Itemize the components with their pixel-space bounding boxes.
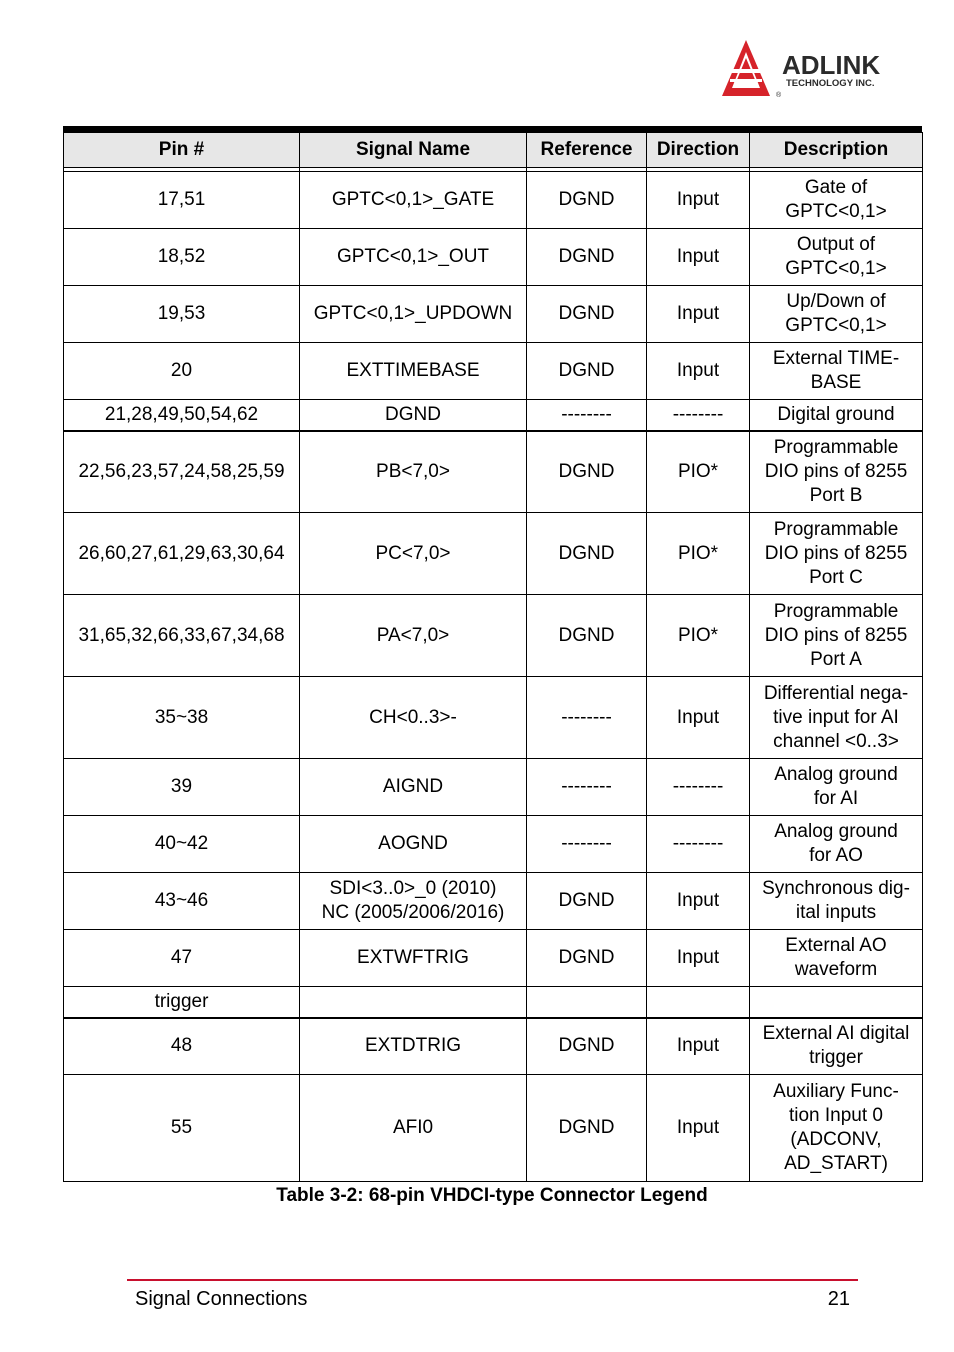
cell-description: Up/Down of GPTC<0,1>	[750, 286, 923, 343]
cell-direction: Input	[647, 677, 750, 759]
cell-signal-name	[300, 987, 527, 1018]
cell-reference: DGND	[527, 431, 647, 513]
table-row	[64, 759, 923, 816]
cell-reference: DGND	[527, 229, 647, 286]
cell-direction: --------	[647, 759, 750, 816]
header-pin: Pin #	[64, 133, 300, 168]
cell-pin: 20	[64, 343, 300, 400]
cell-signal-name: EXTDTRIG	[300, 1018, 527, 1075]
header-description: Description	[750, 133, 923, 168]
cell-description: Programmable DIO pins of 8255 Port B	[750, 431, 923, 513]
cell-description: Programmable DIO pins of 8255 Port A	[750, 595, 923, 677]
table-row	[64, 930, 923, 987]
cell-signal-name: AOGND	[300, 816, 527, 873]
table-row	[64, 873, 923, 930]
cell-pin: 18,52	[64, 229, 300, 286]
cell-reference: DGND	[527, 286, 647, 343]
cell-description: Analog ground for AO	[750, 816, 923, 873]
cell-pin: 31,65,32,66,33,67,34,68	[64, 595, 300, 677]
cell-pin: 39	[64, 759, 300, 816]
cell-signal-name: GPTC<0,1>_OUT	[300, 229, 527, 286]
cell-signal-name: PB<7,0>	[300, 431, 527, 513]
table-row	[64, 987, 923, 1018]
table-row	[64, 1075, 923, 1182]
cell-direction: Input	[647, 229, 750, 286]
cell-direction: Input	[647, 1075, 750, 1182]
table-header-row	[64, 133, 923, 168]
cell-signal-name: PC<7,0>	[300, 513, 527, 595]
cell-reference: DGND	[527, 1018, 647, 1075]
cell-reference: DGND	[527, 513, 647, 595]
table-row	[64, 229, 923, 286]
cell-reference: DGND	[527, 595, 647, 677]
cell-reference: DGND	[527, 873, 647, 930]
cell-reference: DGND	[527, 343, 647, 400]
cell-signal-name: EXTTIMEBASE	[300, 343, 527, 400]
cell-direction: --------	[647, 400, 750, 431]
cell-description: Auxiliary Func- tion Input 0 (ADCONV, AD_START)	[750, 1075, 923, 1182]
cell-signal-name: GPTC<0,1>_GATE	[300, 172, 527, 229]
cell-pin: 47	[64, 930, 300, 987]
table-row	[64, 1018, 923, 1075]
table-caption: Table 3-2: 68-pin VHDCI-type Connector Legend	[276, 1185, 708, 1206]
cell-direction	[647, 987, 750, 1018]
footer-section-title: Signal Connections	[135, 1288, 308, 1310]
table-row	[64, 431, 923, 513]
cell-description: External TIME- BASE	[750, 343, 923, 400]
cell-pin: 55	[64, 1075, 300, 1182]
cell-reference	[527, 987, 647, 1018]
cell-signal-name: DGND	[300, 400, 527, 431]
cell-description	[750, 987, 923, 1018]
cell-description: Output of GPTC<0,1>	[750, 229, 923, 286]
cell-signal-name: AIGND	[300, 759, 527, 816]
cell-signal-name: CH<0..3>-	[300, 677, 527, 759]
header-reference: Reference	[527, 133, 647, 168]
cell-reference: DGND	[527, 1075, 647, 1182]
cell-pin: 17,51	[64, 172, 300, 229]
table-row	[64, 286, 923, 343]
cell-pin: 22,56,23,57,24,58,25,59	[64, 431, 300, 513]
cell-direction: Input	[647, 873, 750, 930]
cell-reference: --------	[527, 816, 647, 873]
cell-description: Programmable DIO pins of 8255 Port C	[750, 513, 923, 595]
table-row	[64, 595, 923, 677]
footer-rule	[127, 1279, 858, 1281]
cell-direction: Input	[647, 1018, 750, 1075]
cell-description: External AO waveform	[750, 930, 923, 987]
cell-description: Synchronous dig- ital inputs	[750, 873, 923, 930]
cell-direction: PIO*	[647, 431, 750, 513]
cell-direction: PIO*	[647, 513, 750, 595]
cell-reference: --------	[527, 677, 647, 759]
table-body	[64, 168, 923, 1182]
table-row	[64, 400, 923, 431]
cell-direction: Input	[647, 286, 750, 343]
cell-description: External AI digital trigger	[750, 1018, 923, 1075]
cell-description: Differential nega- tive input for AI channel <0..3>	[750, 677, 923, 759]
logo-wordmark: ADLINK	[782, 50, 881, 80]
cell-pin: 40~42	[64, 816, 300, 873]
table-row	[64, 677, 923, 759]
cell-reference: DGND	[527, 172, 647, 229]
connector-legend-table	[63, 126, 922, 1182]
cell-signal-name: PA<7,0>	[300, 595, 527, 677]
cell-signal-name: AFI0	[300, 1075, 527, 1182]
cell-description: Analog ground for AI	[750, 759, 923, 816]
cell-direction: Input	[647, 930, 750, 987]
cell-pin: 48	[64, 1018, 300, 1075]
cell-pin: 26,60,27,61,29,63,30,64	[64, 513, 300, 595]
cell-pin: trigger	[64, 987, 300, 1018]
cell-direction: Input	[647, 172, 750, 229]
cell-description: Gate of GPTC<0,1>	[750, 172, 923, 229]
table-row	[64, 172, 923, 229]
table-row	[64, 343, 923, 400]
table-row	[64, 816, 923, 873]
cell-pin: 35~38	[64, 677, 300, 759]
logo-registered-mark: ®	[776, 92, 782, 99]
cell-description: Digital ground	[750, 400, 923, 431]
cell-signal-name: GPTC<0,1>_UPDOWN	[300, 286, 527, 343]
cell-pin: 19,53	[64, 286, 300, 343]
cell-pin: 43~46	[64, 873, 300, 930]
cell-pin: 21,28,49,50,54,62	[64, 400, 300, 431]
adlink-logo	[722, 38, 912, 100]
cell-direction: Input	[647, 343, 750, 400]
cell-direction: --------	[647, 816, 750, 873]
cell-signal-name: SDI<3..0>_0 (2010) NC (2005/2006/2016)	[300, 873, 527, 930]
cell-reference: --------	[527, 400, 647, 431]
table-row	[64, 513, 923, 595]
logo-tagline: TECHNOLOGY INC.	[786, 78, 875, 89]
header-signal-name: Signal Name	[300, 133, 527, 168]
cell-direction: PIO*	[647, 595, 750, 677]
cell-reference: --------	[527, 759, 647, 816]
page-number: 21	[827, 1288, 850, 1310]
cell-reference: DGND	[527, 930, 647, 987]
header-direction: Direction	[647, 133, 750, 168]
cell-signal-name: EXTWFTRIG	[300, 930, 527, 987]
